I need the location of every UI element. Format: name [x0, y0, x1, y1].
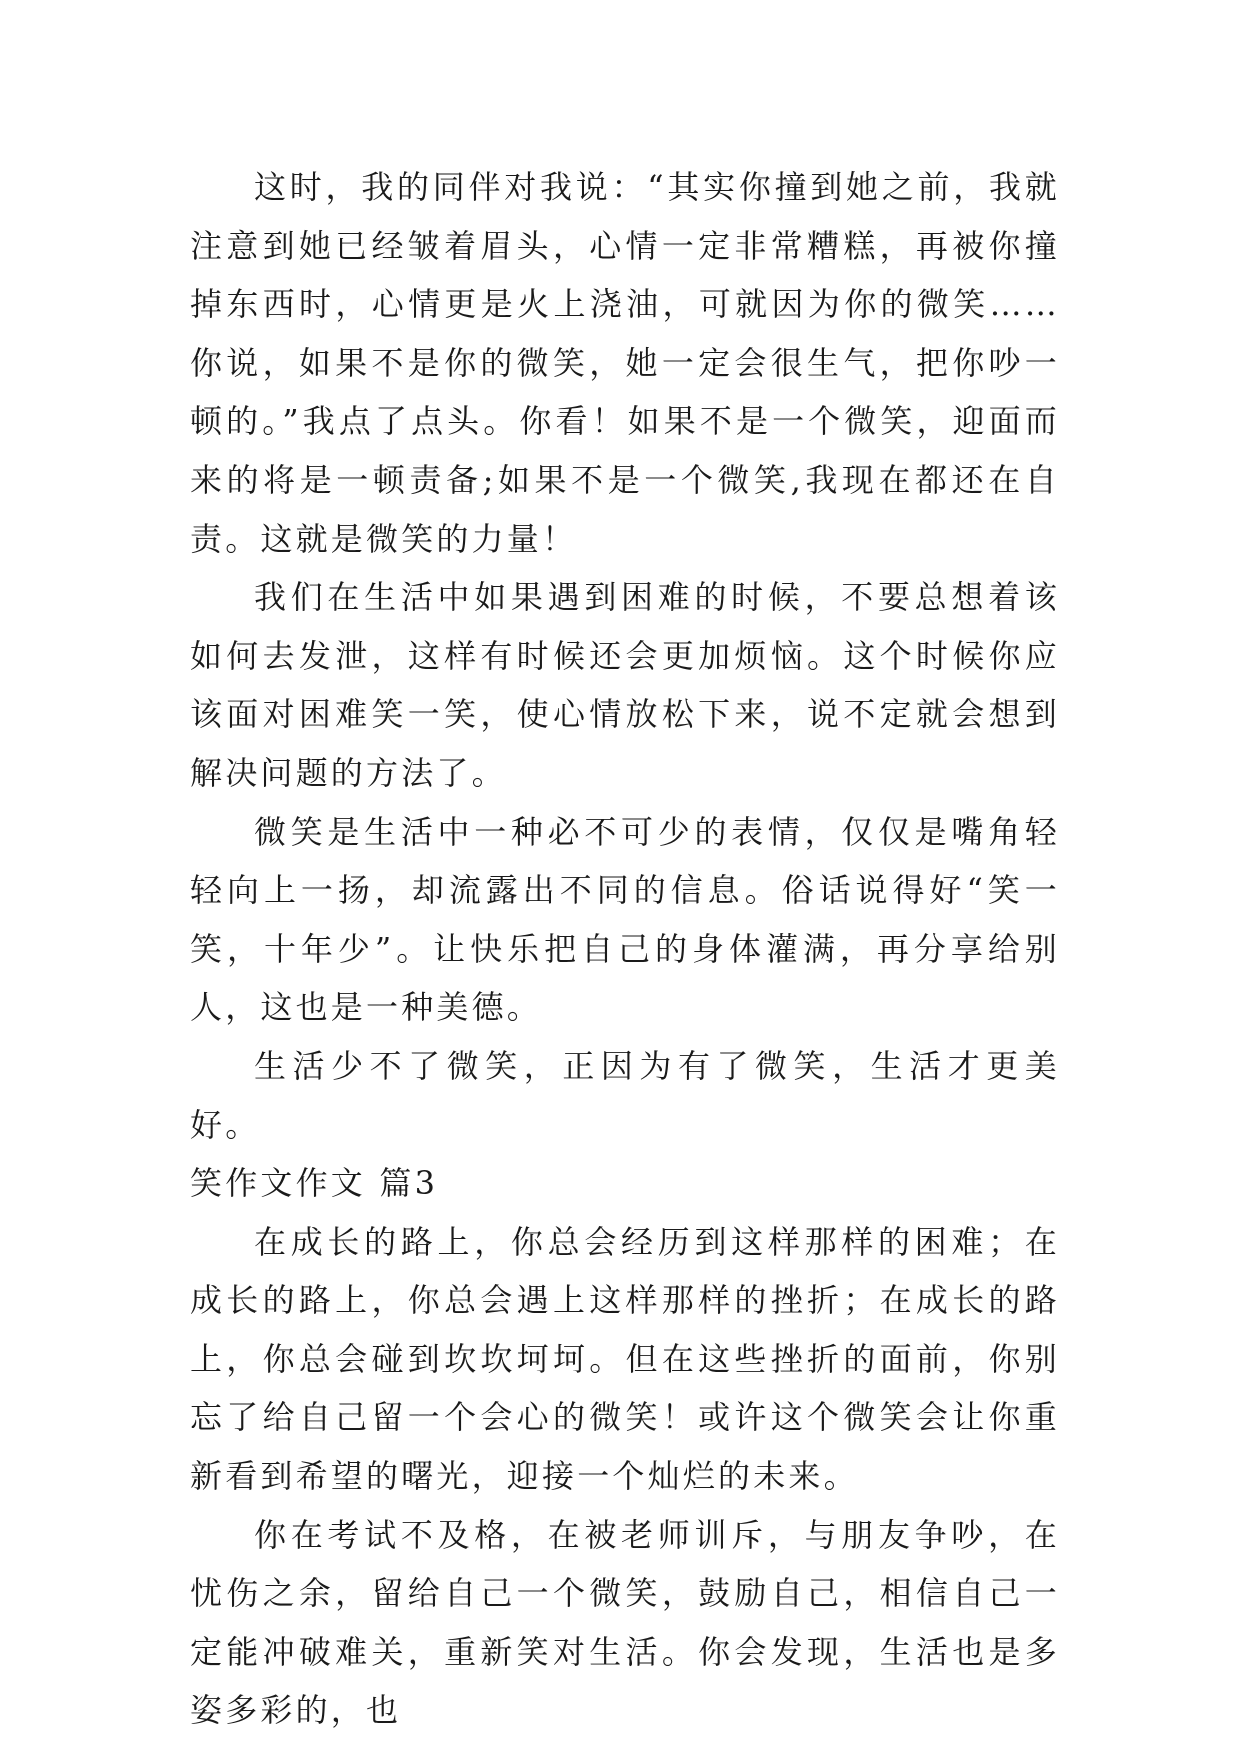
paragraph-3: 微笑是生活中一种必不可少的表情，仅仅是嘴角轻轻向上一扬，却流露出不同的信息。俗话说得好“笑一笑，十年少”。让快乐把自己的身体灌满，再分享给别人，这也是一种美德。: [190, 812, 1060, 1027]
section-heading: 笑作文作文 篇3: [190, 1164, 439, 1203]
paragraph-1: 这时，我的同伴对我说：“其实你撞到她之前，我就注意到她已经皱着眉头，心情一定非常糟糕，再被你撞掉东西时，心情更是火上浇油，可就因为你的微笑……你说，如果不是你的微笑，她一定会很生气，把你吵一顿的。”我点了点头。你看！如果不是一个微笑，迎面而来的将是一顿责备;如果不是一个微笑,我现在都还在自责。这就是微笑的力量！: [190, 168, 1060, 558]
paragraph-4: 生活少不了微笑，正因为有了微笑，生活才更美好。: [190, 1046, 1060, 1144]
paragraph-5: 在成长的路上，你总会经历到这样那样的困难；在成长的路上，你总会遇上这样那样的挫折；在成长的路上，你总会碰到坎坎坷坷。但在这些挫折的面前，你别忘了给自己留一个会心的微笑！或许这个微笑会让你重新看到希望的曙光，迎接一个灿烂的未来。: [190, 1222, 1060, 1496]
document-body: [190, 158, 1060, 1740]
paragraph-6: 你在考试不及格，在被老师训斥，与朋友争吵，在忧伤之余，留给自己一个微笑，鼓励自己，相信自己一定能冲破难关，重新笑对生活。你会发现，生活也是多姿多彩的，也: [190, 1515, 1060, 1730]
paragraph-2: 我们在生活中如果遇到困难的时候，不要总想着该如何去发泄，这样有时候还会更加烦恼。这个时候你应该面对困难笑一笑，使心情放松下来，说不定就会想到解决问题的方法了。: [190, 578, 1060, 792]
